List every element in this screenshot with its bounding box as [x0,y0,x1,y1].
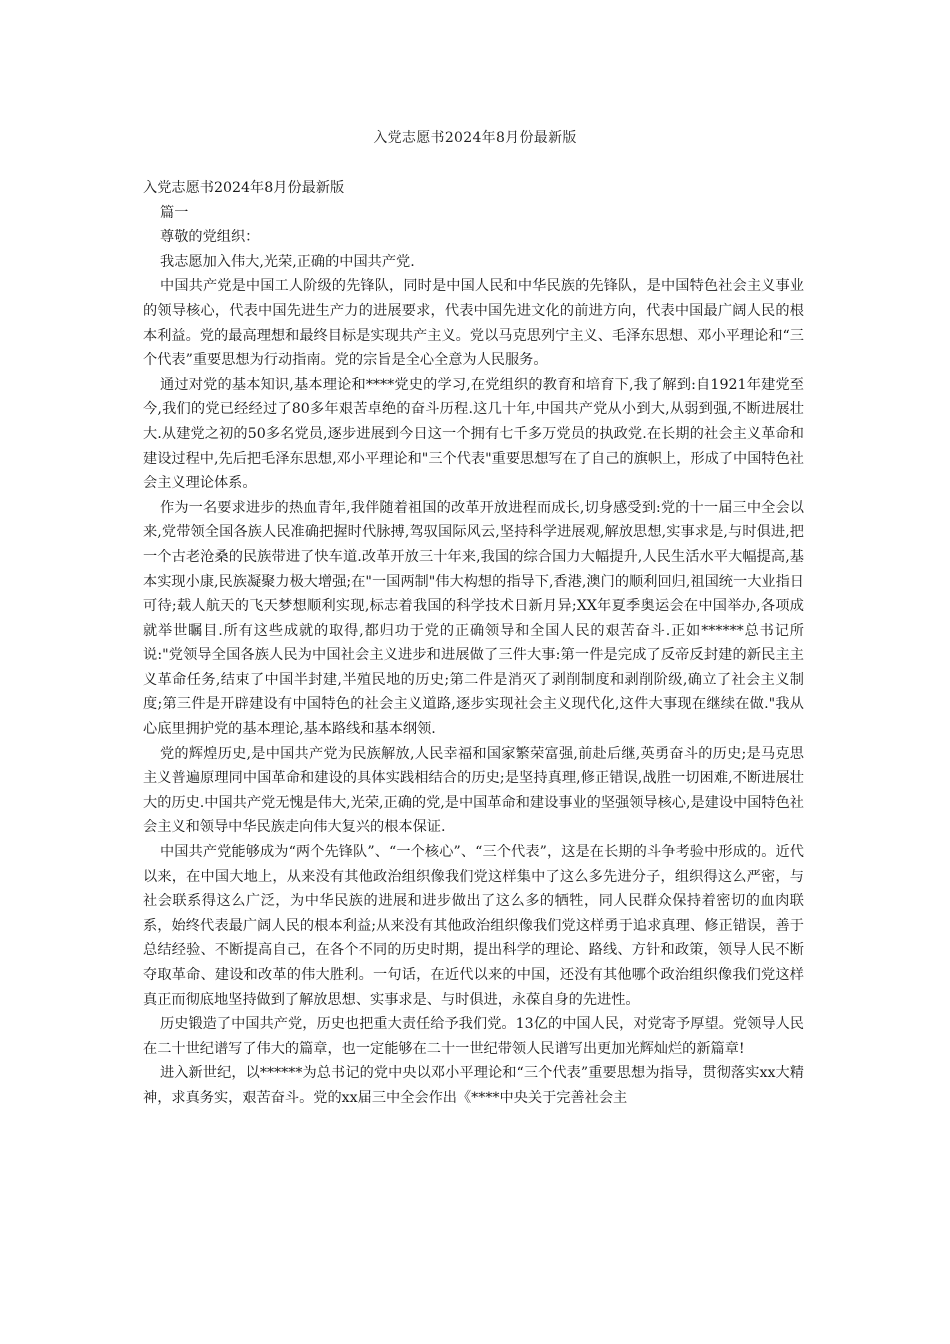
paragraph: 进入新世纪，以******为总书记的党中央以邓小平理论和“三个代表”重要思想为指导，贯彻落实xx大精神，求真务实，艰苦奋斗。党的xx届三中全会作出《****中央关于完善社会主 [143,1065,804,1106]
header-title: 入党志愿书2024年8月份最新版 [373,130,577,146]
paragraph: 作为一名要求进步的热血青年,我伴随着祖国的改革开放进程而成长,切身感受到:党的十一届三中全会以来,党带领全国各族人民准确把握时代脉搏,驾驭国际风云,坚持科学进展观,解放思想,实事求是,与时俱进,把一个古老沧桑的民族带进了快车道.改革开放三十年来,我国的综合国力大幅提升,人民生活水平大幅提高,基本实现小康,民族凝聚力极大增强;在"一国两制"伟大构想的指导下,香港,澳门的顺利回归,祖国统一大业指日可待;载人航天的飞天梦想顺利实现,标志着我国的科学技术日新月异;XX年夏季奥运会在中国举办,各项成就举世瞩目.所有这些成就的取得,都归功于党的正确领导和全国人民的艰苦奋斗.正如******总书记所说:"党领导全国各族人民为中国社会主义进步和进展做了三件大事:第一件是完成了反帝反封建的新民主主义革命任务,结束了中国半封建,半殖民地的历史;第二件是消灭了剥削制度和剥削阶级,确立了社会主义制度;第三件是开辟建设有中国特色的社会主义道路,逐步实现社会主义现代化,这件大事现在继续在做."我从心底里拥护党的基本理论,基本路线和基本纲领. [143,499,804,738]
paragraph: 中国共产党能够成为“两个先锋队”、“一个核心”、“三个代表”，这是在长期的斗争考验中形成的。近代以来，在中国大地上，从来没有其他政治组织像我们党这样集中了这么多先进分子，组织得这么严密，与社会联系得这么广泛，为中华民族的进展和进步做出了这么多的牺牲，同人民群众保持着密切的血肉联系，始终代表最广阔人民的根本利益;从来没有其他政治组织像我们党这样勇于追求真理、修正错误，善于总结经验、不断提高自己，在各个不同的历史时期，提出科学的理论、路线、方针和政策，领导人民不断夺取革命、建设和改革的伟大胜利。一句话，在近代以来的中国，还没有其他哪个政治组织像我们党这样真正而彻底地坚持做到了解放思想、实事求是、与时俱进，永葆自身的先进性。 [143,844,804,1008]
document-subtitle: 入党志愿书2024年8月份最新版 [143,180,345,196]
document-body [143,176,804,1111]
paragraph: 党的辉煌历史,是中国共产党为民族解放,人民幸福和国家繁荣富强,前赴后继,英勇奋斗的历史;是马克思主义普遍原理同中国革命和建设的具体实践相结合的历史;是坚持真理,修正错误,战胜一切困难,不断进展壮大的历史.中国共产党无愧是伟大,光荣,正确的党,是中国革命和建设事业的坚强领导核心,是建设中国特色社会主义和领导中华民族走向伟大复兴的根本保证. [143,745,804,836]
paragraph: 中国共产党是中国工人阶级的先锋队，同时是中国人民和中华民族的先锋队，是中国特色社会主义事业的领导核心，代表中国先进生产力的进展要求，代表中国先进文化的前进方向，代表中国最广阔人民的根本利益。党的最高理想和最终目标是实现共产主义。党以马克思列宁主义、毛泽东思想、邓小平理论和“三个代表”重要思想为行动指南。党的宗旨是全心全意为人民服务。 [143,278,804,369]
salutation: 尊敬的党组织： [160,229,260,246]
paragraph: 历史锻造了中国共产党，历史也把重大责任给予我们党。13亿的中国人民，对党寄予厚望。党领导人民在二十世纪谱写了伟大的篇章，也一定能够在二十一世纪带领人民谱写出更加光辉灿烂的新篇章! [143,1016,804,1057]
paragraph: 通过对党的基本知识,基本理论和****党史的学习,在党组织的教育和培育下,我了解到:自1921年建党至今,我们的党已经经过了80多年艰苦卓绝的奋斗历程.这几十年,中国共产党从小到大,从弱到强,不断进展壮大.从建党之初的50多名党员,逐步进展到今日这一个拥有七千多万党员的执政党.在长期的社会主义革命和建设过程中,先后把毛泽东思想,邓小平理论和"三个代表"重要思想写在了自己的旗帜上，形成了中国特色社会主义理论体系。 [143,376,804,492]
paragraph: 我志愿加入伟大,光荣,正确的中国共产党. [160,253,415,270]
section-label: 篇一 [160,204,189,221]
